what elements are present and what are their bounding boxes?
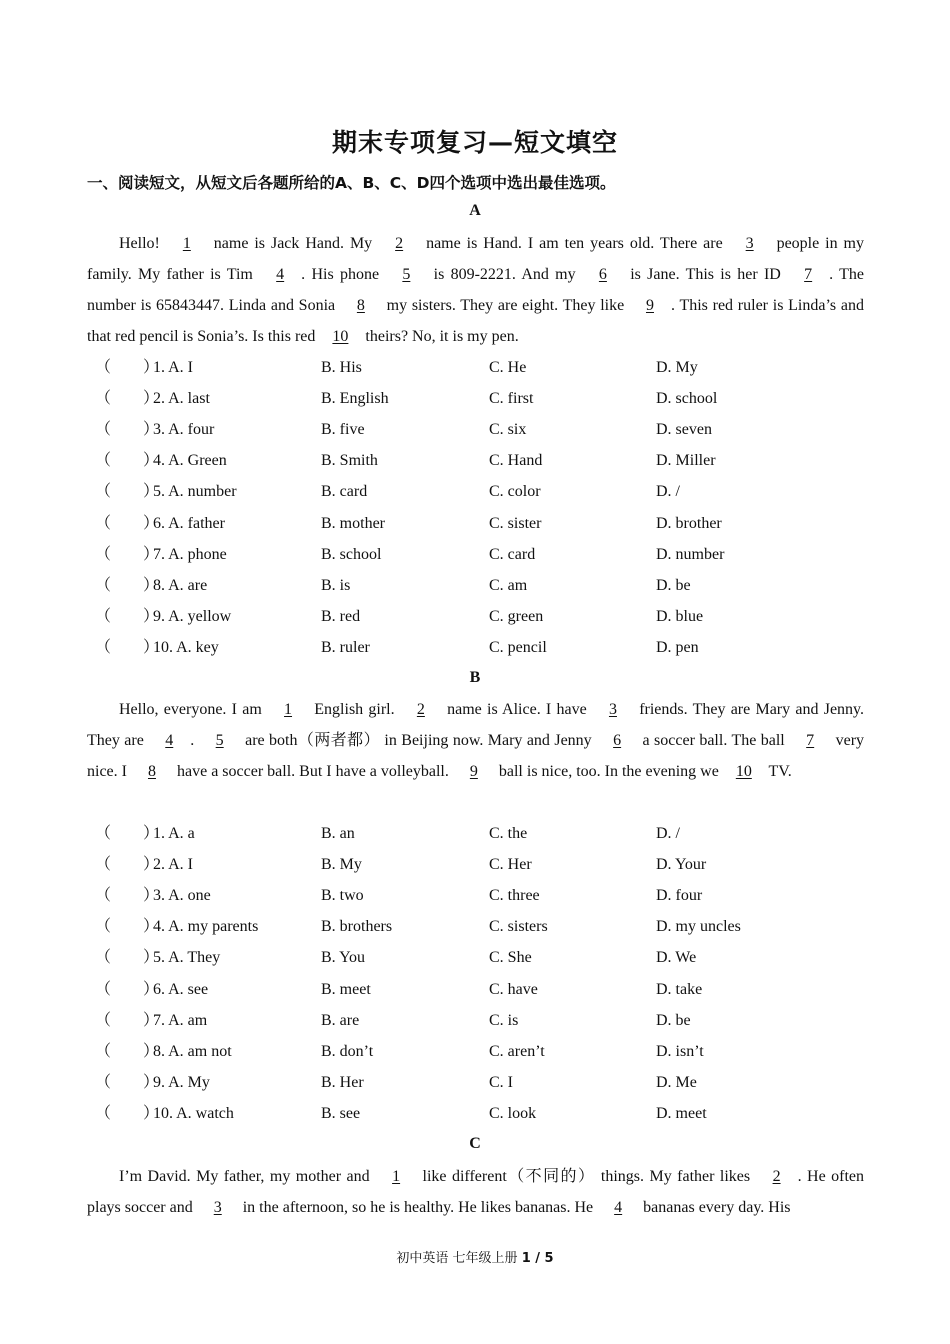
option-b: B. an bbox=[321, 825, 355, 842]
question-row bbox=[87, 849, 864, 880]
option-a: 8. A. am not bbox=[153, 1042, 232, 1060]
passage-text: have a soccer ball. But I have a volleyball. bbox=[172, 763, 453, 780]
question-row bbox=[87, 539, 864, 570]
option-a: 10. A. watch bbox=[153, 1104, 234, 1122]
option-a: 4. A. my parents bbox=[153, 918, 259, 936]
question-row bbox=[87, 414, 864, 445]
passage-text: I’m David. My father, my mother and bbox=[119, 1168, 376, 1185]
answer-bracket: （ ） bbox=[95, 887, 160, 905]
blank-4: 4 bbox=[614, 1199, 623, 1216]
option-c: C. look bbox=[489, 1104, 537, 1122]
option-d: D. We bbox=[656, 949, 697, 967]
blank-9: 9 bbox=[469, 763, 478, 780]
question-row bbox=[87, 508, 864, 539]
section-a-passage bbox=[87, 228, 864, 352]
option-a: 1. A. I bbox=[153, 359, 193, 376]
option-c: C. Her bbox=[489, 856, 532, 874]
blank-5: 5 bbox=[402, 266, 411, 283]
blank-8: 8 bbox=[356, 297, 365, 314]
option-a: 5. A. number bbox=[153, 483, 237, 501]
option-d: D. be bbox=[656, 576, 691, 594]
option-d: D. four bbox=[656, 887, 703, 905]
blank-1: 1 bbox=[392, 1168, 401, 1185]
option-c: C. pencil bbox=[489, 638, 547, 656]
question-row bbox=[87, 632, 864, 663]
passage-text: bananas every day. His bbox=[639, 1199, 791, 1216]
option-d: D. Miller bbox=[656, 452, 716, 470]
blank-1: 1 bbox=[284, 701, 293, 718]
blank-8: 8 bbox=[147, 763, 156, 780]
option-c: C. sisters bbox=[489, 918, 548, 936]
option-c: C. I bbox=[489, 1073, 513, 1091]
question-row bbox=[87, 1098, 864, 1129]
option-b: B. His bbox=[321, 359, 362, 376]
question-row bbox=[87, 1005, 864, 1036]
option-a: 3. A. one bbox=[153, 887, 211, 905]
question-row bbox=[87, 1036, 864, 1067]
option-b: B. English bbox=[321, 390, 389, 408]
blank-3: 3 bbox=[213, 1199, 222, 1216]
option-d: D. number bbox=[656, 545, 725, 563]
option-c: C. six bbox=[489, 421, 527, 439]
question-row bbox=[87, 601, 864, 632]
option-d: D. isn’t bbox=[656, 1042, 704, 1060]
passage-text: TV. bbox=[764, 763, 792, 780]
section-a-label: A bbox=[469, 202, 481, 219]
option-a: 7. A. am bbox=[153, 1011, 208, 1029]
blank-10: 10 bbox=[735, 763, 752, 780]
passage-text: . The number is 65843447. Linda and Sonia bbox=[87, 266, 865, 314]
option-a: 9. A. My bbox=[153, 1073, 210, 1091]
blank-6: 6 bbox=[598, 266, 607, 283]
question-row bbox=[87, 880, 864, 911]
option-a: 8. A. are bbox=[153, 576, 208, 594]
answer-bracket: （ ） bbox=[95, 390, 160, 408]
option-d: D. Your bbox=[656, 856, 707, 874]
option-b: B. My bbox=[321, 856, 362, 874]
option-c: C. sister bbox=[489, 514, 542, 532]
option-b: B. brothers bbox=[321, 918, 393, 936]
blank-7: 7 bbox=[804, 266, 813, 283]
option-c: C. have bbox=[489, 980, 538, 998]
option-d: D. take bbox=[656, 980, 703, 998]
answer-bracket: （ ） bbox=[95, 1073, 160, 1091]
passage-text: are both（两者都） in Beijing now. Mary and Jenny bbox=[240, 732, 597, 749]
option-d: D. seven bbox=[656, 421, 712, 439]
answer-bracket: （ ） bbox=[95, 514, 160, 532]
answer-bracket: （ ） bbox=[95, 452, 160, 470]
option-a: 5. A. They bbox=[153, 949, 221, 967]
passage-text: people in my family. My father is Tim bbox=[87, 235, 865, 283]
blank-4: 4 bbox=[165, 732, 174, 749]
option-a: 7. A. phone bbox=[153, 545, 227, 563]
section-b-passage bbox=[87, 694, 864, 787]
answer-bracket: （ ） bbox=[95, 949, 160, 967]
answer-bracket: （ ） bbox=[95, 607, 160, 625]
option-b: B. ruler bbox=[321, 638, 370, 656]
answer-bracket: （ ） bbox=[95, 918, 160, 936]
page-footer bbox=[0, 1247, 950, 1266]
option-d: D. be bbox=[656, 1011, 691, 1029]
option-c: C. the bbox=[489, 825, 528, 842]
passage-text: . His phone bbox=[301, 266, 386, 283]
passage-text: is 809-2221. And my bbox=[427, 266, 582, 283]
option-b: B. card bbox=[321, 483, 368, 501]
answer-bracket: （ ） bbox=[95, 1104, 160, 1122]
answer-bracket: （ ） bbox=[95, 638, 160, 656]
answer-bracket: （ ） bbox=[95, 359, 160, 376]
passage-text: name is Alice. I have bbox=[441, 701, 592, 718]
passage-text: friends. They are Mary and Jenny. They are bbox=[87, 701, 865, 749]
option-c: C. She bbox=[489, 949, 532, 967]
option-c: C. am bbox=[489, 576, 528, 594]
option-b: B. meet bbox=[321, 980, 371, 998]
option-d: D. brother bbox=[656, 514, 722, 532]
blank-7: 7 bbox=[806, 732, 815, 749]
option-c: C. color bbox=[489, 483, 541, 501]
passage-text: English girl. bbox=[309, 701, 400, 718]
option-d: D. / bbox=[656, 483, 680, 501]
question-row bbox=[87, 476, 864, 507]
passage-text: . He often plays soccer and bbox=[87, 1168, 864, 1216]
option-d: D. blue bbox=[656, 607, 704, 625]
passage-text: name is Hand. I am ten years old. There are bbox=[420, 235, 729, 252]
option-b: B. Smith bbox=[321, 452, 378, 470]
option-a: 6. A. see bbox=[153, 980, 209, 998]
option-d: D. Me bbox=[656, 1073, 697, 1091]
option-c: C. is bbox=[489, 1011, 519, 1029]
section-b-label: B bbox=[469, 669, 481, 686]
question-row bbox=[87, 570, 864, 601]
answer-bracket: （ ） bbox=[95, 576, 160, 594]
question-row bbox=[87, 974, 864, 1005]
option-b: B. five bbox=[321, 421, 365, 439]
passage-text: like different（不同的） things. My father likes bbox=[417, 1168, 756, 1185]
answer-bracket: （ ） bbox=[95, 825, 160, 842]
passage-text: name is Jack Hand. My bbox=[207, 235, 379, 252]
question-row bbox=[87, 818, 864, 849]
option-c: C. Hand bbox=[489, 452, 543, 470]
option-d: D. My bbox=[656, 359, 698, 376]
section-c-passage bbox=[87, 1161, 864, 1223]
blank-5: 5 bbox=[215, 732, 224, 749]
blank-3: 3 bbox=[745, 235, 754, 252]
option-b: B. two bbox=[321, 887, 364, 905]
question-row bbox=[87, 1067, 864, 1098]
option-c: C. green bbox=[489, 607, 544, 625]
option-a: 3. A. four bbox=[153, 421, 215, 439]
option-d: D. pen bbox=[656, 638, 699, 656]
answer-bracket: （ ） bbox=[95, 421, 160, 439]
option-b: B. don’t bbox=[321, 1042, 374, 1060]
question-row bbox=[87, 352, 864, 383]
option-b: B. red bbox=[321, 607, 361, 625]
answer-bracket: （ ） bbox=[95, 1042, 160, 1060]
passage-text: ball is nice, too. In the evening we bbox=[494, 763, 723, 780]
passage-text: my sisters. They are eight. They like bbox=[381, 297, 629, 314]
answer-bracket: （ ） bbox=[95, 483, 160, 501]
question-row bbox=[87, 942, 864, 973]
option-c: C. card bbox=[489, 545, 536, 563]
passage-text: theirs? No, it is my pen. bbox=[361, 328, 519, 345]
option-c: C. first bbox=[489, 390, 534, 408]
answer-bracket: （ ） bbox=[95, 856, 160, 874]
option-b: B. are bbox=[321, 1011, 360, 1029]
passage-text: a soccer ball. The ball bbox=[638, 732, 790, 749]
option-b: B. You bbox=[321, 949, 366, 967]
blank-2: 2 bbox=[395, 235, 404, 252]
passage-text: . This red ruler is Linda’s and that red pencil is Sonia’s. Is this red bbox=[87, 297, 865, 345]
option-c: C. He bbox=[489, 359, 527, 376]
question-row bbox=[87, 383, 864, 414]
blank-9: 9 bbox=[645, 297, 654, 314]
passage-text: very nice. I bbox=[87, 732, 865, 780]
option-a: 6. A. father bbox=[153, 514, 225, 532]
passage-text: in the afternoon, so he is healthy. He likes bananas. He bbox=[238, 1199, 598, 1216]
blank-10: 10 bbox=[332, 328, 349, 345]
option-d: D. / bbox=[656, 825, 680, 842]
blank-2: 2 bbox=[772, 1168, 781, 1185]
option-d: D. school bbox=[656, 390, 718, 408]
passage-text: is Jane. This is her ID bbox=[623, 266, 788, 283]
option-c: C. aren’t bbox=[489, 1042, 545, 1060]
page-title: 期末专项复习—短文填空 bbox=[331, 128, 618, 157]
option-b: B. see bbox=[321, 1104, 361, 1122]
option-b: B. mother bbox=[321, 514, 385, 532]
option-c: C. three bbox=[489, 887, 540, 905]
blank-1: 1 bbox=[182, 235, 191, 252]
option-d: D. meet bbox=[656, 1104, 707, 1122]
blank-3: 3 bbox=[608, 701, 617, 718]
blank-4: 4 bbox=[276, 266, 285, 283]
option-b: B. is bbox=[321, 576, 351, 594]
passage-text: Hello, everyone. I am bbox=[119, 701, 268, 718]
option-a: 9. A. yellow bbox=[153, 607, 232, 625]
question-row bbox=[87, 911, 864, 942]
option-d: D. my uncles bbox=[656, 918, 741, 936]
footer-subject: 初中英语 七年级上册 bbox=[396, 1251, 518, 1266]
option-a: 2. A. I bbox=[153, 856, 193, 874]
section-c-label: C bbox=[469, 1135, 481, 1152]
option-a: 2. A. last bbox=[153, 390, 210, 408]
passage-text: . bbox=[190, 732, 199, 749]
option-a: 10. A. key bbox=[153, 638, 219, 656]
option-b: B. Her bbox=[321, 1073, 364, 1091]
option-a: 4. A. Green bbox=[153, 452, 227, 470]
answer-bracket: （ ） bbox=[95, 1011, 160, 1029]
passage-text: Hello! bbox=[119, 235, 166, 252]
answer-bracket: （ ） bbox=[95, 545, 160, 563]
question-row bbox=[87, 445, 864, 476]
blank-6: 6 bbox=[613, 732, 622, 749]
option-b: B. school bbox=[321, 545, 382, 563]
option-a: 1. A. a bbox=[153, 825, 195, 842]
instruction: 一、阅读短文，从短文后各题所给的A、B、C、D四个选项中选出最佳选项。 bbox=[87, 174, 616, 192]
answer-bracket: （ ） bbox=[95, 980, 160, 998]
footer-page-number: 1 / 5 bbox=[521, 1251, 554, 1266]
blank-2: 2 bbox=[416, 701, 425, 718]
